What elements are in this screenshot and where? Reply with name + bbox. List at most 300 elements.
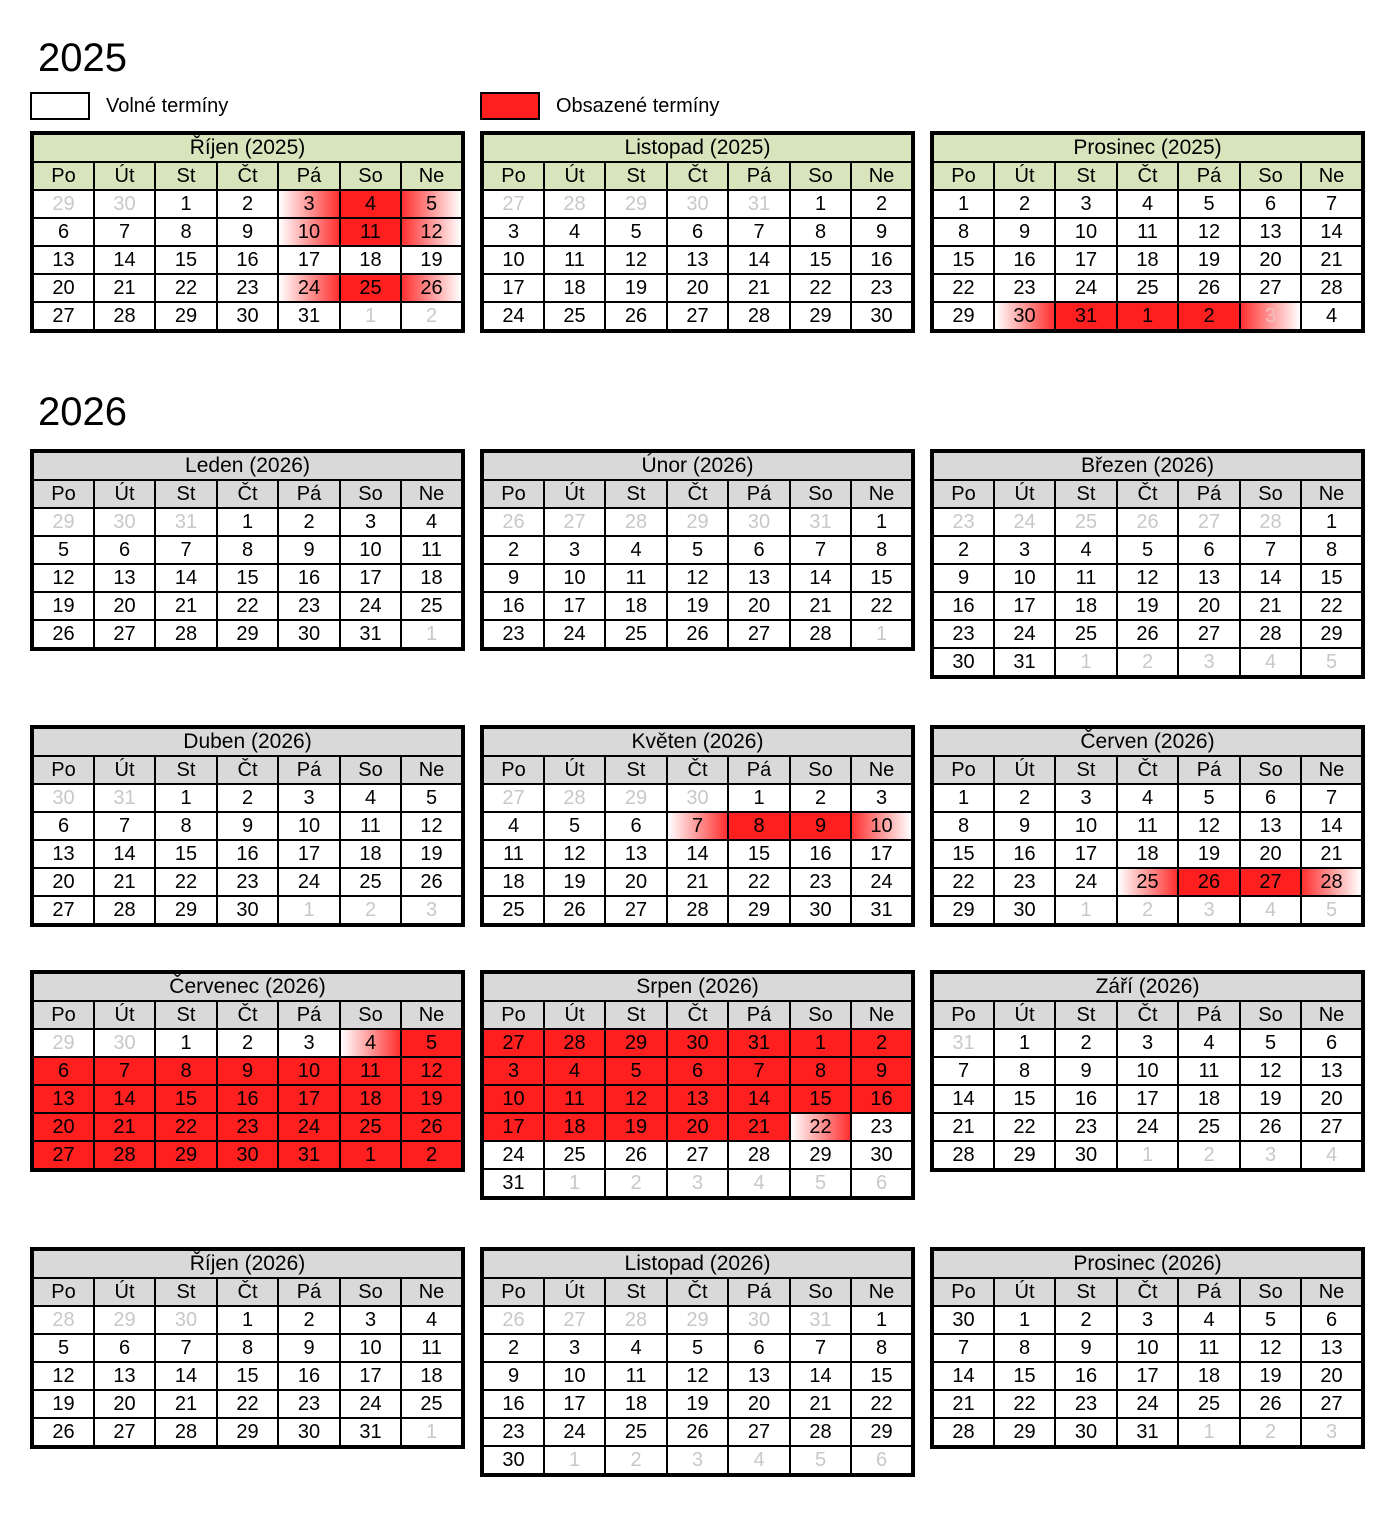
day-cell: 17 [482, 274, 544, 302]
day-cell: 10 [994, 564, 1055, 592]
day-cell: 20 [667, 274, 728, 302]
day-cell: 27 [32, 302, 94, 331]
day-cell: 17 [1117, 1085, 1178, 1113]
week-row [32, 1334, 463, 1362]
weekday-header: Čt [667, 756, 728, 784]
day-cell: 31 [340, 1418, 401, 1447]
day-cell: 29 [790, 302, 851, 331]
day-cell: 14 [94, 1085, 155, 1113]
day-cell: 10 [544, 564, 605, 592]
day-cell: 13 [1301, 1334, 1363, 1362]
day-cell: 18 [1178, 1362, 1240, 1390]
week-row [482, 1085, 913, 1113]
weekday-header: Út [994, 1001, 1055, 1029]
day-cell: 18 [401, 564, 463, 592]
day-cell: 20 [1240, 246, 1301, 274]
adjacent-month-day: 5 [1301, 896, 1363, 925]
day-cell: 2 [1178, 302, 1240, 331]
week-row [32, 536, 463, 564]
week-row [932, 564, 1363, 592]
week-row [932, 246, 1363, 274]
day-cell: 24 [340, 1390, 401, 1418]
day-cell: 5 [605, 1057, 667, 1085]
day-cell: 6 [605, 812, 667, 840]
adjacent-month-day: 26 [482, 508, 544, 536]
day-cell: 12 [401, 218, 463, 246]
day-cell: 14 [155, 1362, 217, 1390]
day-cell: 22 [932, 274, 994, 302]
day-cell: 29 [932, 302, 994, 331]
month-title: Říjen (2025) [32, 133, 463, 162]
day-cell: 10 [1117, 1057, 1178, 1085]
weekday-header: So [340, 756, 401, 784]
week-row [482, 190, 913, 218]
day-cell: 11 [340, 1057, 401, 1085]
day-cell: 21 [94, 1113, 155, 1141]
adjacent-month-day: 26 [482, 1306, 544, 1334]
week-row [932, 274, 1363, 302]
day-cell: 19 [1178, 246, 1240, 274]
day-cell: 18 [605, 592, 667, 620]
week-row [32, 812, 463, 840]
day-cell: 21 [1301, 246, 1363, 274]
day-cell: 26 [667, 620, 728, 649]
weekday-header: Pá [728, 1278, 790, 1306]
weekday-header: St [155, 1278, 217, 1306]
adjacent-month-day: 30 [94, 1029, 155, 1057]
week-row [482, 840, 913, 868]
day-cell: 15 [217, 1362, 278, 1390]
day-cell: 24 [482, 1141, 544, 1169]
adjacent-month-day: 3 [1301, 1418, 1363, 1447]
adjacent-month-day: 30 [667, 190, 728, 218]
weekday-header: Pá [728, 480, 790, 508]
weekday-header: Pá [1178, 756, 1240, 784]
adjacent-month-day: 6 [851, 1169, 913, 1198]
day-cell: 14 [667, 840, 728, 868]
day-cell: 15 [851, 1362, 913, 1390]
day-cell: 11 [544, 246, 605, 274]
day-cell: 17 [544, 592, 605, 620]
day-cell: 30 [1055, 1418, 1117, 1447]
day-cell: 23 [790, 868, 851, 896]
day-cell: 26 [32, 1418, 94, 1447]
day-cell: 26 [401, 274, 463, 302]
day-cell: 26 [605, 302, 667, 331]
day-cell: 21 [790, 592, 851, 620]
adjacent-month-day: 5 [1301, 648, 1363, 677]
day-cell: 27 [94, 1418, 155, 1447]
weekday-header: St [1055, 1278, 1117, 1306]
weekday-header: Pá [1178, 480, 1240, 508]
day-cell: 26 [32, 620, 94, 649]
day-cell: 13 [667, 1085, 728, 1113]
day-cell: 9 [790, 812, 851, 840]
day-cell: 11 [605, 1362, 667, 1390]
weekday-header: St [1055, 1001, 1117, 1029]
day-cell: 29 [155, 302, 217, 331]
day-cell: 25 [605, 1418, 667, 1446]
day-cell: 6 [667, 218, 728, 246]
day-cell: 2 [482, 1334, 544, 1362]
day-cell: 28 [155, 1418, 217, 1447]
day-cell: 11 [1055, 564, 1117, 592]
adjacent-month-day: 27 [1178, 508, 1240, 536]
day-cell: 19 [1117, 592, 1178, 620]
day-cell: 31 [340, 620, 401, 649]
day-cell: 15 [790, 1085, 851, 1113]
day-cell: 17 [278, 1085, 340, 1113]
weekday-header: Pá [728, 162, 790, 190]
weekday-header: Ne [401, 1278, 463, 1306]
day-cell: 27 [32, 896, 94, 925]
adjacent-month-day: 1 [851, 620, 913, 649]
month-title: Leden (2026) [32, 451, 463, 480]
day-cell: 28 [932, 1418, 994, 1447]
day-cell: 2 [851, 190, 913, 218]
adjacent-month-day: 5 [790, 1169, 851, 1198]
day-cell: 10 [851, 812, 913, 840]
day-cell: 3 [544, 536, 605, 564]
adjacent-month-day: 4 [728, 1169, 790, 1198]
day-cell: 5 [1240, 1306, 1301, 1334]
weekday-header: St [1055, 162, 1117, 190]
day-cell: 5 [1240, 1029, 1301, 1057]
day-cell: 29 [932, 896, 994, 925]
day-cell: 25 [1055, 620, 1117, 648]
week-row [32, 302, 463, 331]
day-cell: 4 [1301, 302, 1363, 331]
adjacent-month-day: 4 [1240, 648, 1301, 677]
day-cell: 26 [1178, 274, 1240, 302]
weekday-header: Ne [851, 1001, 913, 1029]
day-cell: 7 [94, 812, 155, 840]
week-row [482, 1418, 913, 1446]
day-cell: 28 [790, 1418, 851, 1446]
day-cell: 21 [790, 1390, 851, 1418]
day-cell: 12 [1240, 1334, 1301, 1362]
day-cell: 20 [605, 868, 667, 896]
day-cell: 24 [278, 868, 340, 896]
day-cell: 28 [1240, 620, 1301, 648]
day-cell: 5 [1178, 190, 1240, 218]
week-row [482, 1390, 913, 1418]
weekday-header: Pá [1178, 1001, 1240, 1029]
day-cell: 15 [790, 246, 851, 274]
adjacent-month-day: 3 [667, 1446, 728, 1475]
day-cell: 17 [851, 840, 913, 868]
day-cell: 28 [155, 620, 217, 649]
adjacent-month-day: 31 [932, 1029, 994, 1057]
day-cell: 6 [32, 812, 94, 840]
day-cell: 8 [155, 812, 217, 840]
weekday-header: Čt [667, 1278, 728, 1306]
weekday-header: So [1240, 162, 1301, 190]
day-cell: 22 [155, 868, 217, 896]
weekday-header: Pá [278, 162, 340, 190]
weekday-header: Po [482, 480, 544, 508]
weekday-header: Čt [1117, 756, 1178, 784]
day-cell: 18 [1117, 246, 1178, 274]
day-cell: 16 [790, 840, 851, 868]
day-cell: 6 [728, 536, 790, 564]
day-cell: 20 [667, 1113, 728, 1141]
day-cell: 13 [1178, 564, 1240, 592]
day-cell: 27 [94, 620, 155, 649]
day-cell: 8 [790, 218, 851, 246]
weekday-header: Pá [278, 756, 340, 784]
day-cell: 24 [851, 868, 913, 896]
day-cell: 4 [482, 812, 544, 840]
week-row [482, 1141, 913, 1169]
day-cell: 23 [851, 1113, 913, 1141]
day-cell: 30 [217, 896, 278, 925]
adjacent-month-day: 29 [667, 1306, 728, 1334]
day-cell: 31 [851, 896, 913, 925]
day-cell: 25 [544, 1141, 605, 1169]
day-cell: 16 [482, 1390, 544, 1418]
month-calendar [30, 725, 465, 927]
weekday-header: Čt [1117, 162, 1178, 190]
weekday-header: St [155, 756, 217, 784]
weekday-header: Ne [851, 756, 913, 784]
day-cell: 17 [994, 592, 1055, 620]
day-cell: 28 [1301, 274, 1363, 302]
day-cell: 17 [340, 564, 401, 592]
day-cell: 25 [1117, 868, 1178, 896]
day-cell: 19 [1178, 840, 1240, 868]
day-cell: 11 [544, 1085, 605, 1113]
day-cell: 25 [401, 1390, 463, 1418]
adjacent-month-day: 29 [94, 1306, 155, 1334]
day-cell: 2 [217, 784, 278, 812]
weekday-header: Po [482, 756, 544, 784]
adjacent-month-day: 3 [1178, 648, 1240, 677]
day-cell: 16 [994, 246, 1055, 274]
day-cell: 17 [1055, 246, 1117, 274]
day-cell: 22 [155, 1113, 217, 1141]
day-cell: 29 [155, 896, 217, 925]
day-cell: 15 [217, 564, 278, 592]
day-cell: 15 [155, 840, 217, 868]
day-cell: 31 [1055, 302, 1117, 331]
day-cell: 10 [1055, 218, 1117, 246]
weekday-header: Čt [217, 756, 278, 784]
weekday-header: Út [544, 1001, 605, 1029]
day-cell: 21 [932, 1390, 994, 1418]
day-cell: 7 [94, 218, 155, 246]
week-row [32, 218, 463, 246]
weekday-header: St [155, 1001, 217, 1029]
day-cell: 7 [932, 1334, 994, 1362]
day-cell: 9 [851, 1057, 913, 1085]
day-cell: 10 [340, 536, 401, 564]
weekday-header: Čt [667, 480, 728, 508]
month-calendar [480, 725, 915, 927]
day-cell: 30 [667, 1029, 728, 1057]
weekday-header: Čt [667, 1001, 728, 1029]
day-cell: 20 [94, 1390, 155, 1418]
day-cell: 20 [1240, 840, 1301, 868]
day-cell: 4 [1178, 1029, 1240, 1057]
day-cell: 27 [667, 1141, 728, 1169]
adjacent-month-day: 27 [482, 190, 544, 218]
week-row [32, 868, 463, 896]
day-cell: 26 [544, 896, 605, 925]
day-cell: 13 [32, 246, 94, 274]
weekday-header: St [605, 1001, 667, 1029]
adjacent-month-day: 27 [544, 1306, 605, 1334]
day-cell: 22 [790, 1113, 851, 1141]
day-cell: 5 [667, 536, 728, 564]
day-cell: 2 [217, 190, 278, 218]
day-cell: 9 [994, 812, 1055, 840]
day-cell: 10 [482, 1085, 544, 1113]
weekday-header: Út [544, 756, 605, 784]
adjacent-month-day: 1 [1178, 1418, 1240, 1447]
day-cell: 11 [482, 840, 544, 868]
day-cell: 10 [278, 812, 340, 840]
day-cell: 29 [994, 1141, 1055, 1170]
weekday-header: Út [544, 1278, 605, 1306]
day-cell: 23 [482, 1418, 544, 1446]
day-cell: 20 [32, 274, 94, 302]
day-cell: 2 [994, 784, 1055, 812]
week-row [932, 620, 1363, 648]
adjacent-month-day: 30 [728, 508, 790, 536]
adjacent-month-day: 29 [605, 190, 667, 218]
day-cell: 12 [1240, 1057, 1301, 1085]
day-cell: 3 [1117, 1029, 1178, 1057]
weekday-header: So [340, 1278, 401, 1306]
month-title: Srpen (2026) [482, 972, 913, 1001]
day-cell: 29 [790, 1141, 851, 1169]
day-cell: 9 [851, 218, 913, 246]
weekday-header: Pá [728, 756, 790, 784]
day-cell: 24 [1117, 1390, 1178, 1418]
weekday-header: St [605, 1278, 667, 1306]
week-row [482, 1029, 913, 1057]
day-cell: 12 [1178, 812, 1240, 840]
weekday-header: Po [932, 1278, 994, 1306]
day-cell: 19 [401, 1085, 463, 1113]
day-cell: 9 [1055, 1057, 1117, 1085]
day-cell: 15 [728, 840, 790, 868]
day-cell: 25 [1178, 1113, 1240, 1141]
day-cell: 7 [1301, 190, 1363, 218]
day-cell: 20 [1178, 592, 1240, 620]
day-cell: 13 [1240, 218, 1301, 246]
month-calendar [930, 449, 1365, 679]
day-cell: 21 [94, 274, 155, 302]
day-cell: 12 [667, 564, 728, 592]
week-row [932, 896, 1363, 925]
day-cell: 13 [94, 564, 155, 592]
day-cell: 8 [790, 1057, 851, 1085]
month-title: Říjen (2026) [32, 1249, 463, 1278]
day-cell: 9 [932, 564, 994, 592]
month-title: Prosinec (2025) [932, 133, 1363, 162]
weekday-header: Ne [1301, 1278, 1363, 1306]
day-cell: 27 [728, 620, 790, 649]
day-cell: 28 [728, 302, 790, 331]
day-cell: 3 [1117, 1306, 1178, 1334]
weekday-header: Po [932, 1001, 994, 1029]
day-cell: 27 [667, 302, 728, 331]
day-cell: 11 [401, 1334, 463, 1362]
month-calendar [480, 449, 915, 651]
day-cell: 8 [932, 218, 994, 246]
day-cell: 5 [32, 536, 94, 564]
day-cell: 2 [401, 1141, 463, 1170]
day-cell: 25 [340, 868, 401, 896]
weekday-header: St [155, 480, 217, 508]
day-cell: 8 [1301, 536, 1363, 564]
day-cell: 2 [278, 1306, 340, 1334]
day-cell: 11 [401, 536, 463, 564]
adjacent-month-day: 28 [32, 1306, 94, 1334]
weekday-header: Út [994, 756, 1055, 784]
day-cell: 5 [544, 812, 605, 840]
day-cell: 4 [544, 218, 605, 246]
week-row [482, 564, 913, 592]
week-row [32, 784, 463, 812]
day-cell: 26 [605, 1141, 667, 1169]
weekday-header: Út [94, 1001, 155, 1029]
weekday-header: Čt [217, 480, 278, 508]
day-cell: 19 [605, 1113, 667, 1141]
day-cell: 29 [851, 1418, 913, 1446]
legend-booked-label: Obsazené termíny [556, 95, 720, 117]
adjacent-month-day: 3 [1240, 1141, 1301, 1170]
day-cell: 8 [155, 218, 217, 246]
day-cell: 19 [544, 868, 605, 896]
week-row [32, 592, 463, 620]
legend-free-label: Volné termíny [106, 95, 229, 117]
day-cell: 12 [544, 840, 605, 868]
weekday-header: Pá [278, 480, 340, 508]
day-cell: 21 [155, 1390, 217, 1418]
weekday-header: Ne [401, 480, 463, 508]
year-heading-2026: 2026 [38, 390, 127, 434]
day-cell: 7 [790, 1334, 851, 1362]
month-title: Červen (2026) [932, 727, 1363, 756]
day-cell: 4 [605, 1334, 667, 1362]
day-cell: 28 [728, 1141, 790, 1169]
week-row [932, 1390, 1363, 1418]
week-row [32, 1113, 463, 1141]
day-cell: 3 [851, 784, 913, 812]
day-cell: 18 [401, 1362, 463, 1390]
day-cell: 13 [1301, 1057, 1363, 1085]
day-cell: 1 [994, 1306, 1055, 1334]
day-cell: 26 [667, 1418, 728, 1446]
day-cell: 3 [1055, 190, 1117, 218]
day-cell: 6 [728, 1334, 790, 1362]
weekday-header: Út [994, 480, 1055, 508]
day-cell: 1 [932, 784, 994, 812]
day-cell: 24 [1117, 1113, 1178, 1141]
day-cell: 23 [994, 274, 1055, 302]
weekday-header: Út [94, 1278, 155, 1306]
day-cell: 30 [278, 1418, 340, 1447]
day-cell: 30 [1055, 1141, 1117, 1170]
day-cell: 18 [1178, 1085, 1240, 1113]
day-cell: 21 [1240, 592, 1301, 620]
day-cell: 12 [401, 812, 463, 840]
day-cell: 9 [482, 1362, 544, 1390]
day-cell: 22 [790, 274, 851, 302]
